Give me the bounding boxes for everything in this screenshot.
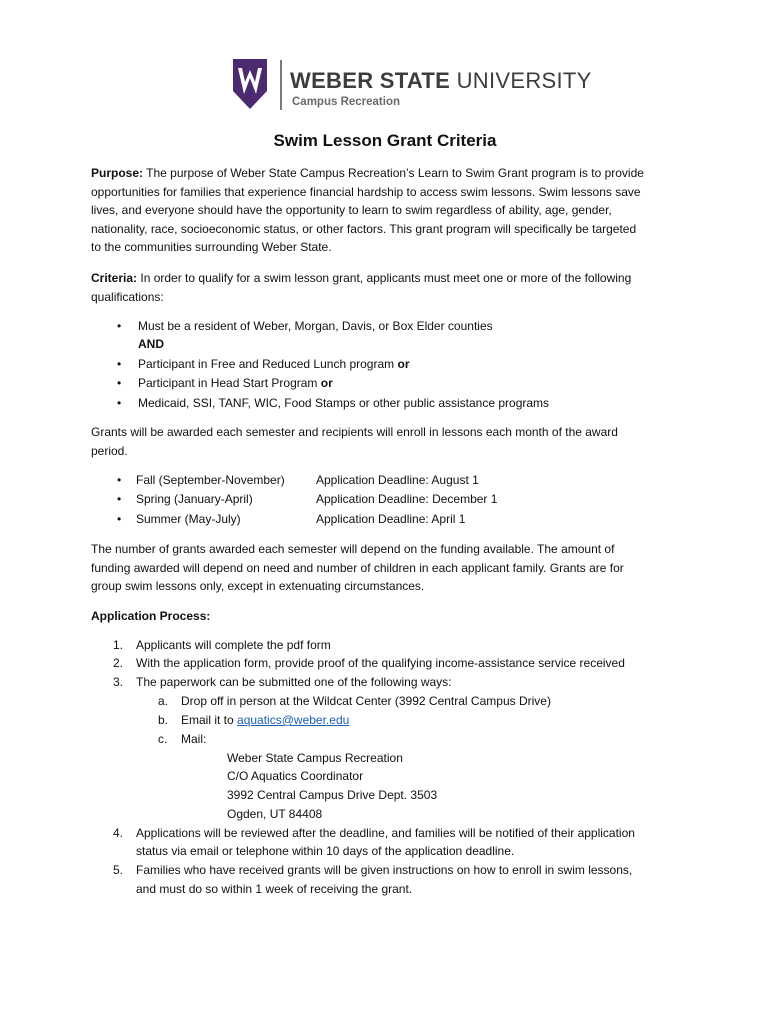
process-step: With the application form, provide proof of the qualifying income-assistance service received: [136, 656, 625, 670]
bullet-icon: •: [117, 396, 122, 410]
bullet-icon: •: [117, 492, 122, 506]
logo-divider: [280, 60, 282, 110]
semester-deadline: Application Deadline: August 1: [316, 473, 479, 487]
email-link[interactable]: aquatics@weber.edu: [237, 713, 350, 727]
semester-name: Spring (January-April): [136, 492, 253, 506]
process-step: Applicants will complete the pdf form: [136, 638, 331, 652]
bullet-icon: •: [117, 473, 122, 487]
criteria-item: Participant in Free and Reduced Lunch program or: [138, 357, 410, 371]
criteria-item: Must be a resident of Weber, Morgan, Davis, or Box Elder counties: [138, 319, 493, 333]
semester-deadline: Application Deadline: December 1: [316, 492, 498, 506]
semester-name: Summer (May-July): [136, 512, 241, 526]
semester-deadline: Application Deadline: April 1: [316, 512, 466, 526]
weber-shield-icon: [232, 58, 268, 110]
process-heading: Application Process:: [91, 609, 211, 623]
submission-option: Email it to aquatics@weber.edu: [181, 713, 350, 727]
submission-option: Mail:: [181, 732, 207, 746]
funding-paragraph: The number of grants awarded each semester will depend on the funding available. The amount of funding awarded will depend on need and number of children in each applicant family. Grants are for group swim lessons only, except in extenuating circumstances.: [91, 542, 624, 594]
purpose-label: Purpose:: [91, 166, 144, 180]
purpose-paragraph: Purpose: The purpose of Weber State Campus Recreation’s Learn to Swim Grant program is to provide opportunities for families that experience financial hardship to access swim lessons. Swim lessons save lives, and everyone should have the opportunity to learn to swim regardless of ability, age, gender, nationality, race, socioeconomic status, or other factors. This grant program will specifically be targeted to the communities surrounding Weber State.: [91, 166, 644, 255]
bullet-icon: •: [117, 319, 122, 333]
criteria-item: Participant in Head Start Program or: [138, 376, 333, 390]
grants-paragraph: Grants will be awarded each semester and recipients will enroll in lessons each month of the award period.: [91, 425, 618, 458]
university-logo: [232, 58, 592, 114]
page-title: Swim Lesson Grant Criteria: [273, 131, 497, 150]
department-name: Campus Recreation: [292, 96, 401, 108]
criteria-paragraph: Criteria: In order to qualify for a swim lesson grant, applicants must meet one or more of the following qualifications:: [91, 271, 632, 304]
address-line: Weber State Campus Recreation: [227, 751, 403, 765]
semester-name: Fall (September-November): [136, 473, 285, 487]
bullet-icon: •: [117, 376, 122, 390]
address-line: C/O Aquatics Coordinator: [227, 769, 364, 783]
process-step: Families who have received grants will be given instructions on how to enroll in swim lessons,: [136, 863, 633, 877]
address-line: Ogden, UT 84408: [227, 807, 323, 821]
bullet-icon: •: [117, 357, 122, 371]
criteria-label: Criteria:: [91, 271, 138, 285]
university-name: WEBER STATE UNIVERSITY: [290, 68, 592, 93]
process-step-cont: status via email or telephone within 10 days of the application deadline.: [136, 844, 515, 858]
criteria-and: AND: [138, 337, 164, 351]
address-line: 3992 Central Campus Drive Dept. 3503: [227, 788, 438, 802]
process-step: Applications will be reviewed after the deadline, and families will be notified of their application: [136, 826, 635, 840]
criteria-item: Medicaid, SSI, TANF, WIC, Food Stamps or other public assistance programs: [138, 396, 550, 410]
submission-option: Drop off in person at the Wildcat Center (3992 Central Campus Drive): [181, 694, 551, 708]
process-step-cont: and must do so within 1 week of receiving the grant.: [136, 882, 413, 896]
process-step: The paperwork can be submitted one of the following ways:: [136, 675, 452, 689]
bullet-icon: •: [117, 512, 122, 526]
